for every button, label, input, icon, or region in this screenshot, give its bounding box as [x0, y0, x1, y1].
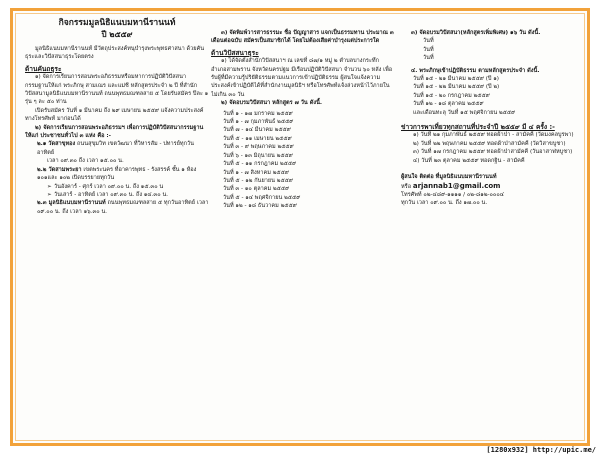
special-line-3: วันที่	[423, 55, 434, 62]
paragraph-6: ๓) จัดอบรมวิปัสสนา(หลักสูตรเพิ่มพิเศษ) ๑๖ วัน ดังนี้.	[411, 30, 541, 36]
schedule-item: วันที่ ๑ - ๗ สิงหาคม ๒๕๕๙	[223, 169, 289, 176]
schedule-list	[211, 110, 395, 211]
document-year: ปี ๒๕๕๙	[101, 30, 133, 39]
location-2-title: ๒.๒ วัดสามพระยา	[37, 166, 82, 173]
paragraph-4: ๑) ได้จัดตั้งสำนักวิปัสสนาฯ ณ เลขที่ ๘๗/๑ หมู่ ๒ ตำบลบางกระทึก อำเภอสามพราน จังหวัดนครปฐม มีเรือนปฏิบัติวิปัสสนา จำนวน ๖๐ หลัง เพื่อรับผู้ที่มีความรู้ปริยัติธรรมตามแนวการเข้าปฏิบัติธรรม ผู้สนใจแจ้งความประสงค์เข้าปฏิบัติได้ที่สำนักงานมูลนิธิฯ หรือโทรศัพท์แจ้งล่วงหน้าไว้ภายในไม่เกิน ๓๐ วัน	[211, 58, 393, 98]
trip-item: ๑) วันที่ ๒๑ กุมภาพันธ์ ๒๕๕๙ ทอดผ้าป่า - สามัคคี (วัดมงคลบูรพา)	[413, 132, 574, 139]
contact-email[interactable]: arjannab1@gmail.com	[412, 181, 501, 190]
schedule-item: วันที่ ๑ - ๑๗ มกราคม ๒๕๕๙	[223, 110, 293, 117]
contact-email-prefix: หรือ	[401, 183, 412, 190]
schedule-item: วันที่ ๕ - ๑๒ กันยายน ๒๕๕๙	[223, 177, 294, 184]
schedule-item: วันที่ ๗ - ๑๔ มีนาคม ๒๕๕๙	[223, 127, 291, 134]
column-3	[401, 17, 583, 439]
trip-item: ๓) วันที่ ๑๗ กรกฎาคม ๒๕๕๙ ทอดผ้าป่าสามัคคี (วันอาสาฬหบูชา)	[413, 149, 573, 156]
schedule-item: วันที่ ๖ - ๑๓ มิถุนายน ๒๕๕๙	[223, 152, 293, 159]
arrow-icon: ➢	[47, 183, 52, 190]
contact-phone: โทรศัพท์ ๐๒-๔๘๙-๑๑๑๑ / ๐๒-๘๑๒-๐๐๐๔	[401, 191, 504, 198]
location-2-schedule-2: ➢ วันเสาร์ - อาทิตย์ เวลา ๐๙.๓๐ น. ถึง ๑๔.๓๐ น.	[47, 191, 169, 198]
location-1-title: ๒.๑ วัดสาขุทอง	[37, 141, 76, 148]
location-2-schedule-1: ➢ วันอังคาร์ - ศุกร์ เวลา ๐๙.๐๐ น. ถึง ๑๕.๓๐ น	[47, 183, 164, 190]
monk-schedule-item: วันที่ ๑๕ - ๒๒ มีนาคม ๒๕๕๙ (ปี ๒)	[413, 84, 500, 91]
watermark-text: [1280x932] http://upic.me/	[486, 446, 596, 454]
schedule-item: วันที่ ๑ - ๗ กุมภาพันธ์ ๒๕๕๙	[223, 119, 294, 126]
location-2	[25, 166, 209, 183]
location-3	[25, 199, 209, 216]
paragraph-3: ๓) จัดพิมพ์วารสารธรรมะ ชื่อ ปัญญาสาร แจกเป็นธรรมทาน ประมาณ ๓ เดือนต่อฉบับ สมัครเป็นสมาชิกได้ โดยไม่ต้องเสียค่าบำรุงแต่ประการใด	[211, 30, 394, 45]
contact-hours: ทุกวัน เวลา ๐๙.๐๐ น. ถึง ๑๗.๐๐ น.	[401, 200, 488, 207]
paragraph-1: ๑) จัดการเรียนการสอนพระอภิธรรมหรือมหาการปฏิบัติวิปัสสนากรรมฐานให้แก่ พระภิกษุ สามเณร และแม่ชี หลักสูตรประจำ ๒ ปี ที่สำนักวิปัสสนามูลนิธิแนบมหานีรานนท์ ถนนพุทธมณฑลสาย ๕ โดยรับสมัคร ปีละ ๑ รุ่น ๆ ละ ๕๐ ท่าน	[25, 74, 209, 106]
monk-schedule-item: วันที่ ๑๕ - ๒๑ มีนาคม ๒๕๕๙ (ปี ๑)	[413, 76, 499, 83]
paragraph-7: ๔. พระภิกษุเข้าปฏิบัติธรรม ตามหลักสูตรประจำ ดังนี้.	[411, 67, 540, 74]
monk-schedule-list	[401, 75, 583, 117]
special-line-1: วันที่	[423, 38, 434, 45]
intro-paragraph: มูลนิธิแนบมหานีรานนท์ มีวัตถุประสงค์ทนุบำรุงพระพุทธศาสนา ด้วยคันธุระและวิปัสสนาธุระโดยตรง	[25, 46, 205, 61]
location-1-time: เวลา ๐๙.๓๐ ถึง เวลา ๑๕.๐๐ น.	[47, 158, 124, 165]
contact-email-line	[401, 182, 583, 191]
location-1	[25, 140, 209, 157]
arrow-icon: ➢	[47, 191, 52, 198]
location-3-body: ถนนพุทธมณฑลสาย ๕ ทุกวันอาทิตย์ เวลา ๐๙.๐๐ น. ถึง เวลา ๑๖.๓๐ น.	[37, 200, 209, 215]
paragraph-enroll: เปิดรับสมัคร วันที่ ๑ มีนาคม ถึง ๒๙ เมษายน ๒๕๕๙ แจ้งความประสงค์ทางโทรศัพท์ มาก่อนได้	[25, 107, 204, 123]
news-head: ข่าวการพาเที่ยวทุกสถานที่ประจำปี ๒๕๕๙ มี ๔ ครั้ง :-	[401, 123, 555, 132]
contact-intro: ผู้สนใจ ติดต่อ ที่มูลนิธิแนบมหานีรานนท์	[401, 174, 497, 181]
trip-item: ๒) วันที่ ๒๒ พฤษภาคม ๒๕๕๙ ทอดผ้าป่าสามัคคี (วัดวิสาขบูชา)	[413, 140, 566, 147]
section-head-kantha: ด้านคันถธุระ	[25, 64, 62, 73]
monk-schedule-item: วันที่ ๑๒ - ๑๘ ตุลาคม ๒๕๕๙	[413, 101, 484, 108]
paragraph-5: ๒) จัดอบรมวิปัสสนา หลักสูตร ๗ วัน ดังนี้.	[221, 100, 323, 107]
schedule-item: วันที่ ๕ - ๑๔ พฤศจิกายน ๒๕๕๙	[223, 194, 301, 201]
location-2-body: เขตพระนคร ที่อาคารพุทธ - รังสรรค์ ชั้น ๑ ห้อง ๑๐๑และ ๑๐๒ เปิดบรรยายทุกวัน	[37, 166, 197, 182]
schedule-item: วันที่ ๕ - ๑๑ เมษายน ๒๕๕๙	[223, 135, 292, 142]
location-3-title: ๒.๓ มูลนิธิแนบมหานีรานนท์	[37, 200, 106, 207]
monk-schedule-item: วันที่ ๑๕ - ๒๐ กรกฎาคม ๒๕๕๙	[413, 92, 490, 99]
contact-block	[401, 173, 583, 208]
schedule-item: วันที่ ๕ - ๑๑ กรกฎาคม ๒๕๕๙	[223, 161, 297, 168]
document-frame	[10, 8, 590, 446]
column-2	[211, 17, 395, 439]
section-head-vipassana: ด้านวิปัสสนาธุระ	[211, 48, 259, 57]
location-1-body: ถนนสุขุมวิท เขตวัฒนา ที่วิหารสัม - ปทารย์ทุกวันอาทิตย์	[37, 141, 194, 156]
monk-schedule-item: และเดือนทะลุ วันที่ ๑๕ พฤศจิกายน ๒๕๕๙	[413, 109, 516, 116]
schedule-item: วันที่ ๑๒ - ๑๘ ธันวาคม ๒๕๕๙	[223, 203, 297, 210]
schedule-item: วันที่ ๓ - ๑๐ ตุลาคม ๒๕๕๙	[223, 186, 290, 193]
document-title: กิจกรรมมูลนิธิแนบมหานีรานนท์	[58, 18, 176, 28]
column-1	[25, 17, 209, 439]
special-line-2: วันที่	[423, 46, 434, 53]
trip-item: ๔) วันที่ ๒๓ ตุลาคม ๒๕๕๙ ทอดกฐิน - สามัคคี	[413, 157, 525, 164]
trip-list	[401, 131, 583, 165]
schedule-item: วันที่ ๓ - ๙ พฤษภาคม ๒๕๕๙	[223, 144, 294, 151]
paragraph-2: ๒) จัดการเรียนการสอนพระอภิธรรมฯ เพื่อการปฏิบัติวิปัสสนากรรมฐาน ให้แก่ ประชาชนทั่วไป ๓ แห่ง คือ :-	[25, 124, 204, 140]
